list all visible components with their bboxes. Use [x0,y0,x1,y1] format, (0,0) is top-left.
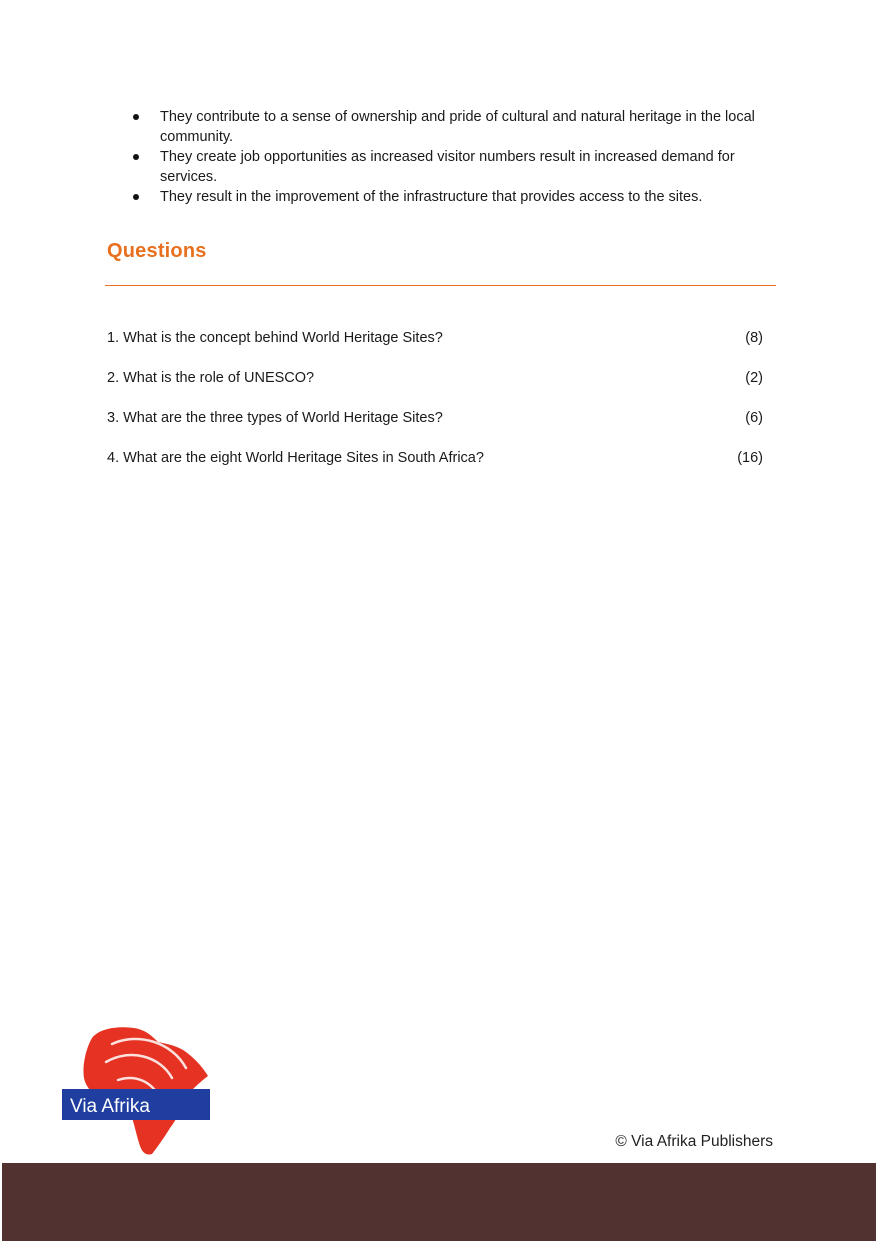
bullet-dot-icon [133,154,139,160]
bullet-text: They result in the improvement of the infrastructure that provides access to the sites. [160,189,703,205]
question-marks: (6) [745,410,763,426]
question-text: 4. What are the eight World Heritage Sites in South Africa? [107,450,484,466]
question-row [107,408,765,448]
copyright-text: © Via Afrika Publishers [615,1133,773,1150]
question-marks: (16) [737,450,763,466]
question-marks: (2) [745,370,763,386]
questions-list [107,328,765,488]
bullet-dot-icon [133,114,139,120]
bullet-list [128,107,768,207]
question-row [107,368,765,408]
question-text: 2. What is the role of UNESCO? [107,370,315,386]
bullet-item [128,107,768,147]
bullet-text: They create job opportunities as increased visitor numbers result in increased demand for services. [160,149,735,185]
via-afrika-logo [60,1022,212,1157]
question-row [107,448,765,488]
question-row [107,328,765,368]
heading-divider [105,285,776,286]
question-text: 1. What is the concept behind World Heritage Sites? [107,330,443,346]
bullet-item [128,147,768,187]
questions-heading: Questions [107,240,207,262]
logo-text: Via Afrika [70,1096,150,1117]
question-marks: (8) [745,330,763,346]
bullet-item [128,187,768,207]
bullet-text: They contribute to a sense of ownership and pride of cultural and natural heritage in the local community. [160,109,755,145]
bullet-dot-icon [133,194,139,200]
question-text: 3. What are the three types of World Heritage Sites? [107,410,443,426]
footer-band [2,1163,876,1241]
